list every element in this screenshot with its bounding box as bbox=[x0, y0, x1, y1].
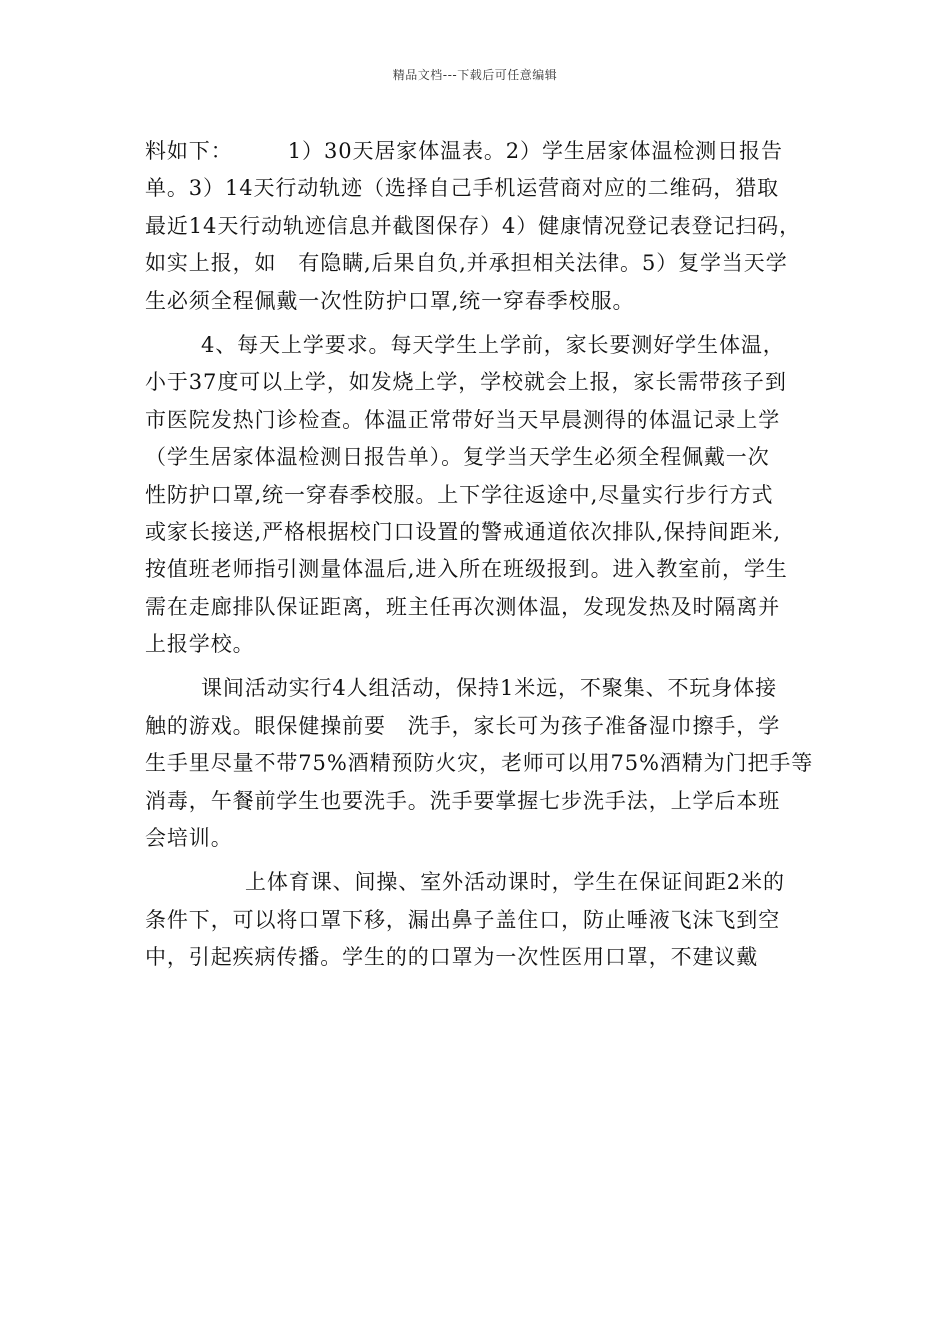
text-line: 如实上报，如 有隐瞒,后果自负,并承担相关法律。5）复学当天学 bbox=[145, 251, 788, 276]
paragraph-pe-class bbox=[145, 864, 815, 976]
text-line: 上体育课、间操、室外活动课时，学生在保证间距2米的 bbox=[245, 870, 785, 895]
text-line: 性防护口罩,统一穿春季校服。上下学往返途中,尽量实行步行方式 bbox=[145, 482, 774, 507]
text-line: 需在走廊排队保证距离，班主任再次测体温，发现发热及时隔离并 bbox=[145, 594, 781, 619]
text-line: 料如下： 1）30天居家体温表。2）学生居家体温检测日报告 bbox=[145, 139, 783, 163]
page-header: 精品文档---下载后可任意编辑 bbox=[392, 68, 558, 82]
text-line: 中，引起疾病传播。学生的的口罩为一次性医用口罩，不建议戴 bbox=[145, 945, 759, 970]
text-line: 会培训。 bbox=[145, 826, 233, 851]
text-line: 条件下，可以将口罩下移，漏出鼻子盖住口，防止唾液飞沫飞到空 bbox=[145, 907, 781, 932]
text-line: 市医院发热门诊检查。体温正常带好当天早晨测得的体温记录上学 bbox=[145, 407, 781, 432]
document-body bbox=[145, 133, 815, 977]
text-line: 按值班老师指引测量体温后,进入所在班级报到。进入教室前，学生 bbox=[145, 557, 788, 582]
text-line: 生必须全程佩戴一次性防护口罩,统一穿春季校服。 bbox=[145, 288, 635, 313]
text-line: 消毒，午餐前学生也要洗手。洗手要掌握七步洗手法，上学后本班 bbox=[145, 788, 781, 813]
paragraph-materials bbox=[145, 133, 815, 320]
text-line: 单。3）14天行动轨迹（选择自己手机运营商对应的二维码，猎取 bbox=[145, 176, 780, 201]
text-line: 或家长接送,严格根据校门口设置的警戒通道依次排队,保持间距米, bbox=[145, 519, 781, 544]
text-line: 课间活动实行4人组活动，保持1米远，不聚集、不玩身体接 bbox=[201, 676, 778, 701]
text-line: 最近14天行动轨迹信息并截图保存）4）健康情况登记表登记扫码， bbox=[145, 213, 801, 238]
paragraph-break-activities bbox=[145, 670, 815, 857]
text-line: （学生居家体温检测日报告单）。复学当天学生必须全程佩戴一次 bbox=[145, 445, 770, 470]
text-line: 上报学校。 bbox=[145, 632, 255, 657]
text-line: 生手里尽量不带75%酒精预防火灾，老师可以用75%酒精为门把手等 bbox=[145, 751, 814, 776]
text-line: 小于37度可以上学，如发烧上学，学校就会上报，家长需带孩子到 bbox=[145, 370, 787, 395]
text-line: 触的游戏。眼保健操前要 洗手，家长可为孩子准备湿巾擦手，学 bbox=[145, 713, 781, 738]
text-line: 4、每天上学要求。每天学生上学前，家长要测好学生体温， bbox=[201, 332, 785, 357]
paragraph-daily-requirements bbox=[145, 327, 815, 664]
